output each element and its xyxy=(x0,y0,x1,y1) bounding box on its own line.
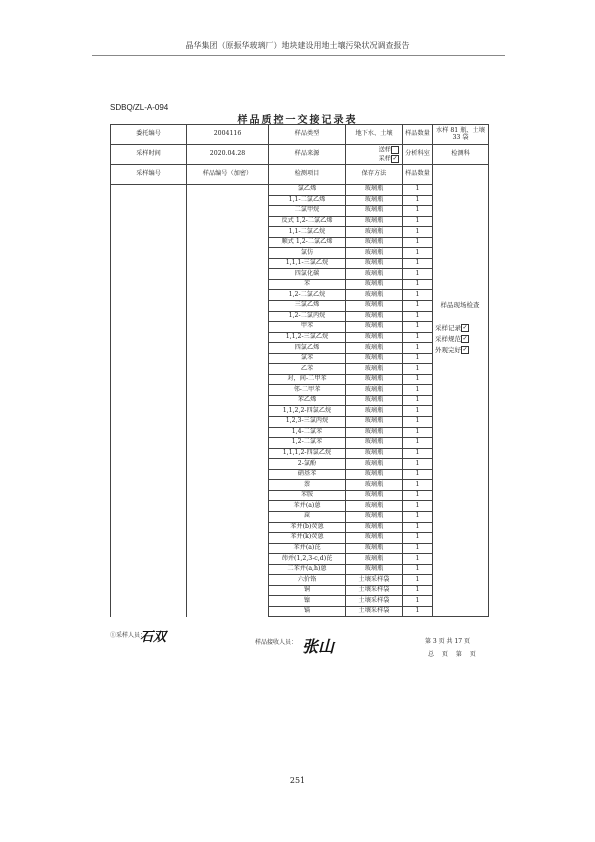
encrypted-no-cell xyxy=(187,364,269,375)
page-of-chars: 总 页 第 页 xyxy=(428,651,479,658)
sampling-no-cell xyxy=(111,227,187,238)
test-item-cell: 顺式 1,2-二氯乙烯 xyxy=(269,237,346,248)
encrypted-no-cell xyxy=(187,575,269,586)
quantity-cell: 1 xyxy=(403,248,433,259)
preservation-cell: 玻璃瓶 xyxy=(346,543,403,554)
preservation-cell: 玻璃瓶 xyxy=(346,469,403,480)
value-sample-count: 水样 81 瓶、土壤 33 袋 xyxy=(433,125,489,145)
preservation-cell: 玻璃瓶 xyxy=(346,343,403,354)
quantity-cell: 1 xyxy=(403,290,433,301)
encrypted-no-cell xyxy=(187,237,269,248)
quantity-cell: 1 xyxy=(403,522,433,533)
encrypted-no-cell xyxy=(187,554,269,565)
table-row xyxy=(111,533,489,544)
quantity-cell: 1 xyxy=(403,195,433,206)
label-sample-type: 样品类型 xyxy=(269,125,346,145)
encrypted-no-cell xyxy=(187,395,269,406)
sampling-no-cell xyxy=(111,395,187,406)
form-title: 样品质控一交接记录表 xyxy=(237,115,358,126)
sampling-no-cell xyxy=(111,585,187,596)
test-item-cell: 苯乙烯 xyxy=(269,395,346,406)
quantity-cell: 1 xyxy=(403,575,433,586)
table-row xyxy=(111,606,489,617)
test-item-cell: 1,1,1-三氯乙烷 xyxy=(269,258,346,269)
preservation-cell: 玻璃瓶 xyxy=(346,406,403,417)
quantity-cell: 1 xyxy=(403,322,433,333)
test-item-cell: 1,1,2-三氯乙烷 xyxy=(269,332,346,343)
table-row xyxy=(111,237,489,248)
col-sampling-no: 采样编号 xyxy=(111,165,187,185)
sampling-no-cell xyxy=(111,322,187,333)
encrypted-no-cell xyxy=(187,227,269,238)
preservation-cell: 玻璃瓶 xyxy=(346,279,403,290)
encrypted-no-cell xyxy=(187,343,269,354)
quantity-cell: 1 xyxy=(403,279,433,290)
encrypted-no-cell xyxy=(187,585,269,596)
table-row xyxy=(111,269,489,280)
preservation-cell: 玻璃瓶 xyxy=(346,364,403,375)
sampling-no-cell xyxy=(111,480,187,491)
table-row xyxy=(111,322,489,333)
value-sample-source xyxy=(346,145,403,165)
test-item-cell: 氯乙烯 xyxy=(269,185,346,196)
sampling-no-cell xyxy=(111,406,187,417)
sampling-no-cell xyxy=(111,427,187,438)
table-row xyxy=(111,448,489,459)
label-sample-source: 样品来源 xyxy=(269,145,346,165)
sampling-no-cell xyxy=(111,554,187,565)
sampling-no-cell xyxy=(111,279,187,290)
table-row xyxy=(111,564,489,575)
quantity-cell: 1 xyxy=(403,459,433,470)
preservation-cell: 玻璃瓶 xyxy=(346,258,403,269)
receiver-signature: 张山 xyxy=(302,637,335,656)
encrypted-no-cell xyxy=(187,459,269,470)
preservation-cell: 玻璃瓶 xyxy=(346,185,403,196)
receiver-label: 样品接收人员： xyxy=(255,639,298,646)
quantity-cell: 1 xyxy=(403,185,433,196)
label-commission-no: 委托编号 xyxy=(111,125,187,145)
sampling-no-cell xyxy=(111,385,187,396)
preservation-cell: 玻璃瓶 xyxy=(346,301,403,312)
preservation-cell: 玻璃瓶 xyxy=(346,374,403,385)
col-quantity: 样品数量 xyxy=(403,165,433,185)
encrypted-no-cell xyxy=(187,195,269,206)
encrypted-no-cell xyxy=(187,185,269,196)
encrypted-no-cell xyxy=(187,596,269,607)
table-row xyxy=(111,575,489,586)
encrypted-no-cell xyxy=(187,206,269,217)
table-row xyxy=(111,343,489,354)
test-item-cell: 1,1-二氯乙烷 xyxy=(269,227,346,238)
col-encrypted-no: 样品编号（加密） xyxy=(187,165,269,185)
sampling-no-cell xyxy=(111,248,187,259)
source-delivered-checkbox[interactable] xyxy=(391,146,399,154)
table-row xyxy=(111,353,489,364)
sampling-no-cell xyxy=(111,596,187,607)
sampling-no-cell xyxy=(111,353,187,364)
quantity-cell: 1 xyxy=(403,417,433,428)
quantity-cell: 1 xyxy=(403,343,433,354)
encrypted-no-cell xyxy=(187,427,269,438)
test-item-cell: 苯并(a)蒽 xyxy=(269,501,346,512)
page-of: 第 3 页 共 17 页 xyxy=(425,638,470,645)
quantity-cell: 1 xyxy=(403,564,433,575)
preservation-cell: 玻璃瓶 xyxy=(346,385,403,396)
table-row xyxy=(111,459,489,470)
label-sample-count: 样品数量 xyxy=(403,125,433,145)
sampling-no-cell xyxy=(111,543,187,554)
quantity-cell: 1 xyxy=(403,606,433,617)
preservation-cell: 玻璃瓶 xyxy=(346,417,403,428)
sampling-no-cell xyxy=(111,237,187,248)
quantity-cell: 1 xyxy=(403,301,433,312)
remark-record-label: 采样记录 xyxy=(435,324,461,333)
table-row xyxy=(111,480,489,491)
encrypted-no-cell xyxy=(187,564,269,575)
quantity-cell: 1 xyxy=(403,438,433,449)
test-item-cell: 邻-二甲苯 xyxy=(269,385,346,396)
preservation-cell: 玻璃瓶 xyxy=(346,511,403,522)
preservation-cell: 玻璃瓶 xyxy=(346,554,403,565)
quantity-cell: 1 xyxy=(403,511,433,522)
preservation-cell: 土壤采样袋 xyxy=(346,606,403,617)
test-item-cell: 1,1,1,2-四氯乙烷 xyxy=(269,448,346,459)
test-item-cell: 四氯乙烯 xyxy=(269,343,346,354)
test-item-cell: 1,2-二氯丙烷 xyxy=(269,311,346,322)
test-item-cell: 苯 xyxy=(269,279,346,290)
table-row xyxy=(111,490,489,501)
quantity-cell: 1 xyxy=(403,554,433,565)
sampling-no-cell xyxy=(111,469,187,480)
encrypted-no-cell xyxy=(187,290,269,301)
source-sampled-checkbox[interactable]: ✓ xyxy=(392,154,398,162)
header-rule xyxy=(92,55,505,56)
table-row xyxy=(111,596,489,607)
test-item-cell: 苯并(k)荧蒽 xyxy=(269,533,346,544)
encrypted-no-cell xyxy=(187,332,269,343)
encrypted-no-cell xyxy=(187,269,269,280)
test-item-cell: 2-氯酚 xyxy=(269,459,346,470)
table-row xyxy=(111,195,489,206)
encrypted-no-cell xyxy=(187,501,269,512)
quantity-cell: 1 xyxy=(403,237,433,248)
test-item-cell: 铜 xyxy=(269,585,346,596)
preservation-cell: 玻璃瓶 xyxy=(346,311,403,322)
quantity-cell: 1 xyxy=(403,374,433,385)
value-lab-dept: 检测科 xyxy=(433,145,489,165)
table-row xyxy=(111,395,489,406)
encrypted-no-cell xyxy=(187,438,269,449)
quantity-cell: 1 xyxy=(403,585,433,596)
preservation-cell: 玻璃瓶 xyxy=(346,522,403,533)
sampling-no-cell xyxy=(111,195,187,206)
table-row xyxy=(111,301,489,312)
encrypted-no-cell xyxy=(187,385,269,396)
table-row xyxy=(111,258,489,269)
quantity-cell: 1 xyxy=(403,311,433,322)
test-item-cell: 苯胺 xyxy=(269,490,346,501)
header-row-3 xyxy=(111,165,489,185)
col-test-item: 检测项目 xyxy=(269,165,346,185)
document-code: SDBQ/ZL-A-094 xyxy=(110,103,169,112)
test-item-cell: 甲苯 xyxy=(269,322,346,333)
remark-record-checkbox[interactable]: ✓ xyxy=(462,324,468,332)
encrypted-no-cell xyxy=(187,490,269,501)
test-item-cell: 三氯乙烯 xyxy=(269,301,346,312)
preservation-cell: 土壤采样袋 xyxy=(346,575,403,586)
quantity-cell: 1 xyxy=(403,206,433,217)
quantity-cell: 1 xyxy=(403,448,433,459)
sampling-no-cell xyxy=(111,417,187,428)
table-row xyxy=(111,279,489,290)
encrypted-no-cell xyxy=(187,533,269,544)
quantity-cell: 1 xyxy=(403,596,433,607)
quantity-cell: 1 xyxy=(403,395,433,406)
sampling-no-cell xyxy=(111,364,187,375)
sampling-no-cell xyxy=(111,301,187,312)
sampling-no-cell xyxy=(111,311,187,322)
encrypted-no-cell xyxy=(187,374,269,385)
sampling-no-cell xyxy=(111,490,187,501)
preservation-cell: 玻璃瓶 xyxy=(346,533,403,544)
encrypted-no-cell xyxy=(187,322,269,333)
page-number: 251 xyxy=(289,776,306,785)
sampling-no-cell xyxy=(111,185,187,196)
test-item-cell: 镍 xyxy=(269,596,346,607)
header-row-1 xyxy=(111,125,489,145)
table-row xyxy=(111,427,489,438)
table-row xyxy=(111,438,489,449)
test-item-cell: 四氯化碳 xyxy=(269,269,346,280)
sampler-signature: 石双 xyxy=(140,630,167,645)
quantity-cell: 1 xyxy=(403,258,433,269)
encrypted-no-cell xyxy=(187,522,269,533)
encrypted-no-cell xyxy=(187,248,269,259)
preservation-cell: 玻璃瓶 xyxy=(346,290,403,301)
preservation-cell: 玻璃瓶 xyxy=(346,459,403,470)
quantity-cell: 1 xyxy=(403,533,433,544)
preservation-cell: 玻璃瓶 xyxy=(346,480,403,491)
encrypted-no-cell xyxy=(187,511,269,522)
table-row xyxy=(111,374,489,385)
table-row xyxy=(111,469,489,480)
encrypted-no-cell xyxy=(187,258,269,269)
table-row xyxy=(111,511,489,522)
value-commission-no: 2004116 xyxy=(187,125,269,145)
table-row xyxy=(111,385,489,396)
test-item-cell: 氯仿 xyxy=(269,248,346,259)
remark-appearance-label: 外观完好 xyxy=(435,346,461,355)
encrypted-no-cell xyxy=(187,279,269,290)
preservation-cell: 土壤采样袋 xyxy=(346,585,403,596)
table-row xyxy=(111,311,489,322)
source-sampled-label: 采样 xyxy=(378,155,391,162)
test-item-cell: 硝基苯 xyxy=(269,469,346,480)
test-item-cell: 氯苯 xyxy=(269,353,346,364)
sampling-no-cell xyxy=(111,533,187,544)
preservation-cell: 玻璃瓶 xyxy=(346,501,403,512)
remarks-title: 样品现场检查 xyxy=(440,301,480,309)
sampling-no-cell xyxy=(111,269,187,280)
sampling-no-cell xyxy=(111,258,187,269)
quantity-cell: 1 xyxy=(403,490,433,501)
sampling-no-cell xyxy=(111,522,187,533)
qc-handover-table xyxy=(110,124,489,617)
test-item-cell: 六价铬 xyxy=(269,575,346,586)
preservation-cell: 玻璃瓶 xyxy=(346,248,403,259)
test-item-cell: 茚并(1,2,3-c,d)芘 xyxy=(269,554,346,565)
table-row xyxy=(111,501,489,512)
test-item-cell: 二苯并(a,h)蒽 xyxy=(269,564,346,575)
test-item-cell: 萘 xyxy=(269,480,346,491)
quantity-cell: 1 xyxy=(403,364,433,375)
value-sampling-time: 2020.04.28 xyxy=(187,145,269,165)
table-row xyxy=(111,554,489,565)
sampling-no-cell xyxy=(111,448,187,459)
test-item-cell: 对，间-二甲苯 xyxy=(269,374,346,385)
encrypted-no-cell xyxy=(187,417,269,428)
test-item-cell: 苯并(b)荧蒽 xyxy=(269,522,346,533)
table-row xyxy=(111,417,489,428)
remarks-cell xyxy=(433,165,489,617)
preservation-cell: 玻璃瓶 xyxy=(346,206,403,217)
remark-appearance-checkbox[interactable]: ✓ xyxy=(462,346,468,354)
preservation-cell: 玻璃瓶 xyxy=(346,564,403,575)
preservation-cell: 玻璃瓶 xyxy=(346,490,403,501)
test-item-cell: 苯并(a)芘 xyxy=(269,543,346,554)
preservation-cell: 玻璃瓶 xyxy=(346,438,403,449)
remark-standard-checkbox[interactable]: ✓ xyxy=(462,335,468,343)
test-item-cell: 1,2-二氯乙烷 xyxy=(269,290,346,301)
field-check-remarks xyxy=(435,300,485,356)
table-row xyxy=(111,185,489,196)
source-delivered-label: 送样 xyxy=(378,146,391,154)
preservation-cell: 玻璃瓶 xyxy=(346,322,403,333)
sampler-label: ①采样人员： xyxy=(110,632,147,639)
test-item-cell: 镉 xyxy=(269,606,346,617)
preservation-cell: 玻璃瓶 xyxy=(346,237,403,248)
quantity-cell: 1 xyxy=(403,501,433,512)
preservation-cell: 玻璃瓶 xyxy=(346,269,403,280)
quantity-cell: 1 xyxy=(403,216,433,227)
test-item-cell: 1,1,2,2-四氯乙烷 xyxy=(269,406,346,417)
preservation-cell: 玻璃瓶 xyxy=(346,448,403,459)
header-row-2 xyxy=(111,145,489,165)
preservation-cell: 玻璃瓶 xyxy=(346,353,403,364)
test-item-cell: 1,1-二氯乙烯 xyxy=(269,195,346,206)
test-item-cell: 䓛 xyxy=(269,511,346,522)
quantity-cell: 1 xyxy=(403,385,433,396)
preservation-cell: 玻璃瓶 xyxy=(346,395,403,406)
preservation-cell: 玻璃瓶 xyxy=(346,427,403,438)
test-item-cell: 乙苯 xyxy=(269,364,346,375)
report-header: 晶华集团（原振华玻璃厂）地块建设用地土壤污染状况调查报告 xyxy=(185,41,410,50)
value-sample-type: 地下水、土壤 xyxy=(346,125,403,145)
sampling-no-cell xyxy=(111,343,187,354)
sampling-no-cell xyxy=(111,290,187,301)
test-item-cell: 1,4-二氯苯 xyxy=(269,427,346,438)
table-row xyxy=(111,206,489,217)
encrypted-no-cell xyxy=(187,406,269,417)
test-item-cell: 1,2-二氯苯 xyxy=(269,438,346,449)
sampling-no-cell xyxy=(111,374,187,385)
sampling-no-cell xyxy=(111,606,187,617)
label-sampling-time: 采样时间 xyxy=(111,145,187,165)
test-item-cell: 1,2,3-三氯丙烷 xyxy=(269,417,346,428)
label-lab-dept: 分析科室 xyxy=(403,145,433,165)
table-row xyxy=(111,543,489,554)
quantity-cell: 1 xyxy=(403,406,433,417)
table-row xyxy=(111,332,489,343)
encrypted-no-cell xyxy=(187,448,269,459)
sampling-no-cell xyxy=(111,206,187,217)
encrypted-no-cell xyxy=(187,606,269,617)
quantity-cell: 1 xyxy=(403,227,433,238)
quantity-cell: 1 xyxy=(403,543,433,554)
table-row xyxy=(111,585,489,596)
sampling-no-cell xyxy=(111,564,187,575)
test-item-cell: 反式 1,2-二氯乙烯 xyxy=(269,216,346,227)
preservation-cell: 玻璃瓶 xyxy=(346,227,403,238)
sampling-no-cell xyxy=(111,459,187,470)
table-row xyxy=(111,227,489,238)
preservation-cell: 玻璃瓶 xyxy=(346,195,403,206)
test-item-cell: 二氯甲烷 xyxy=(269,206,346,217)
sampling-no-cell xyxy=(111,438,187,449)
table-row xyxy=(111,216,489,227)
preservation-cell: 玻璃瓶 xyxy=(346,332,403,343)
table-row xyxy=(111,364,489,375)
table-row xyxy=(111,406,489,417)
encrypted-no-cell xyxy=(187,469,269,480)
sampling-no-cell xyxy=(111,575,187,586)
encrypted-no-cell xyxy=(187,480,269,491)
sampling-no-cell xyxy=(111,501,187,512)
quantity-cell: 1 xyxy=(403,353,433,364)
sampling-no-cell xyxy=(111,216,187,227)
encrypted-no-cell xyxy=(187,311,269,322)
remark-standard-label: 采样规范 xyxy=(435,335,461,344)
preservation-cell: 玻璃瓶 xyxy=(346,216,403,227)
preservation-cell: 土壤采样袋 xyxy=(346,596,403,607)
col-preservation: 保存方法 xyxy=(346,165,403,185)
encrypted-no-cell xyxy=(187,543,269,554)
encrypted-no-cell xyxy=(187,353,269,364)
quantity-cell: 1 xyxy=(403,427,433,438)
table-row xyxy=(111,248,489,259)
quantity-cell: 1 xyxy=(403,480,433,491)
encrypted-no-cell xyxy=(187,216,269,227)
table-row xyxy=(111,522,489,533)
sampling-no-cell xyxy=(111,511,187,522)
encrypted-no-cell xyxy=(187,301,269,312)
quantity-cell: 1 xyxy=(403,469,433,480)
table-row xyxy=(111,290,489,301)
quantity-cell: 1 xyxy=(403,269,433,280)
sampling-no-cell xyxy=(111,332,187,343)
quantity-cell: 1 xyxy=(403,332,433,343)
